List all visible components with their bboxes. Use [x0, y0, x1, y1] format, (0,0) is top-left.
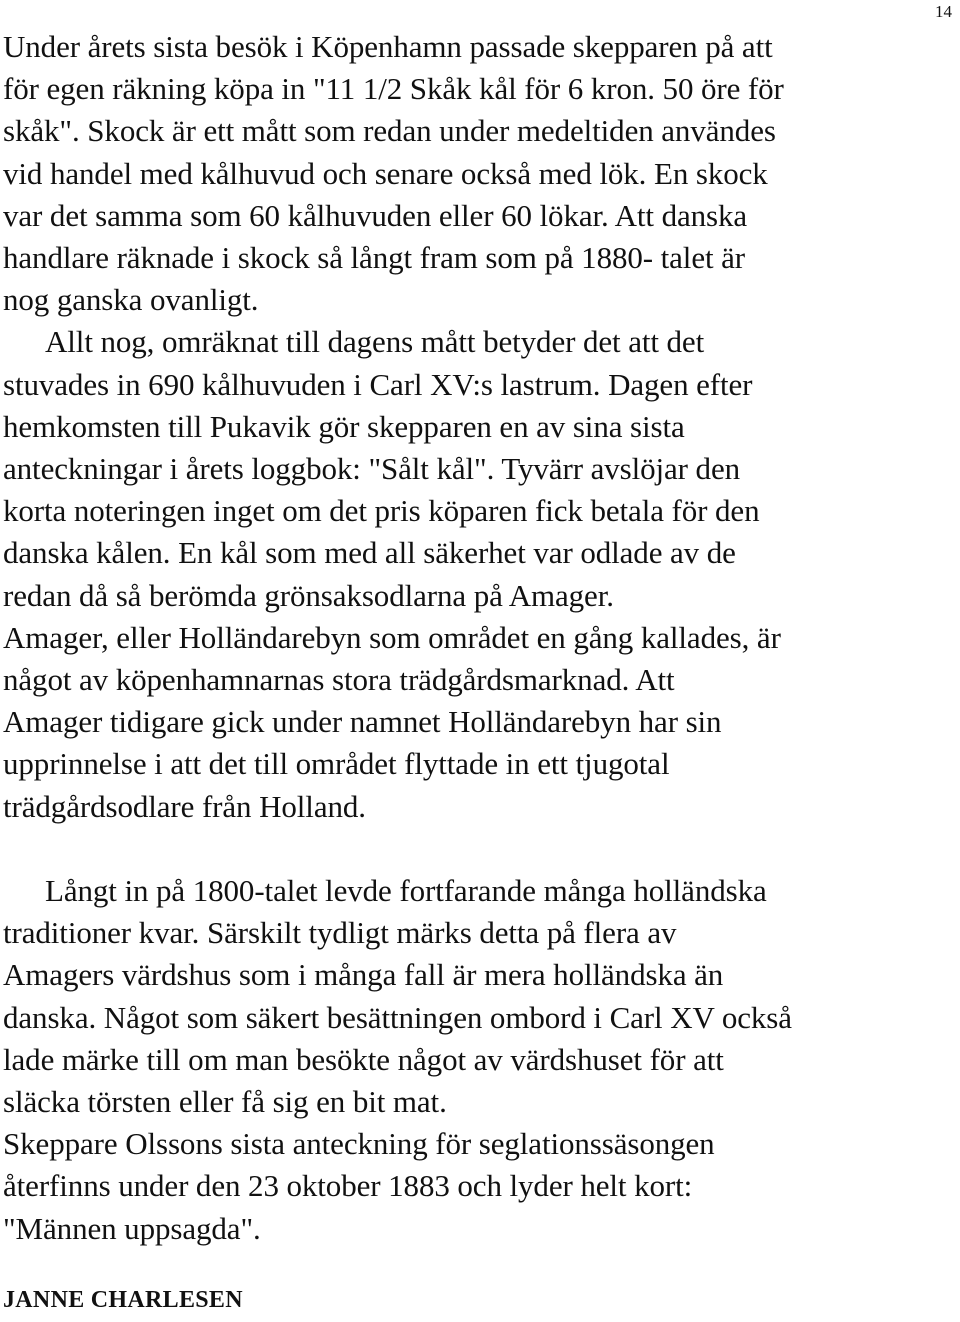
text-line: upprinnelse i att det till området flyttade in ett tjugotal [3, 746, 670, 782]
text-line: Amagers värdshus som i många fall är mera holländska än [3, 957, 724, 993]
text-line: skåk". Skock är ett mått som redan under medeltiden användes [3, 113, 776, 149]
text-line: nog ganska ovanligt. [3, 282, 259, 318]
paragraph-gap [3, 828, 955, 870]
text-line: anteckningar i årets loggbok: "Sålt kål". Tyvärr avslöjar den [3, 451, 741, 487]
text-line: danska kålen. En kål som med all säkerhet var odlade av de [3, 535, 736, 571]
text-line: Långt in på 1800-talet levde fortfarande många holländska [45, 873, 767, 909]
text-line: Skeppare Olssons sista anteckning för seglationssäsongen [3, 1126, 715, 1162]
text-line: handlare räknade i skock så långt fram som på 1880- talet är [3, 240, 746, 276]
text-line: Amager tidigare gick under namnet Holländarebyn har sin [3, 704, 722, 740]
text-line: Under årets sista besök i Köpenhamn passade skepparen på att [3, 29, 773, 64]
text-line: för egen räkning köpa in "11 1/2 Skåk kål för 6 kron. 50 öre för [3, 71, 784, 107]
page-number: 14 [935, 2, 952, 21]
body-text [3, 26, 955, 1250]
text-line: Amager, eller Holländarebyn som området en gång kallades, är [3, 619, 781, 655]
text-line: släcka törsten eller få sig en bit mat. [3, 1084, 447, 1120]
text-line: återfinns under den 23 oktober 1883 och lyder helt kort: [3, 1168, 693, 1204]
text-line: redan då så berömda grönsaksodlarna på Amager. [3, 577, 614, 613]
text-line: danska. Något som säkert besättningen ombord i Carl XV också [3, 999, 792, 1035]
text-line: stuvades in 690 kålhuvuden i Carl XV:s lastrum. Dagen efter [3, 366, 753, 402]
text-line: "Männen uppsagda". [3, 1210, 261, 1246]
text-line: trädgårdsodlare från Holland. [3, 788, 366, 824]
text-line: Allt nog, omräknat till dagens mått betyder det att det [45, 324, 705, 360]
text-line: korta noteringen inget om det pris köparen fick betala för den [3, 493, 760, 529]
text-line: traditioner kvar. Särskilt tydligt märks detta på flera av [3, 915, 677, 951]
text-line: något av köpenhamnarnas stora trädgårdsmarknad. Att [3, 662, 675, 698]
author-name: JANNE CHARLESEN [3, 1287, 243, 1313]
text-line: vid handel med kålhuvud och senare också med lök. En skock [3, 155, 768, 191]
text-line: hemkomsten till Pukavik gör skepparen en av sina sista [3, 408, 685, 444]
text-line: var det samma som 60 kålhuvuden eller 60 lökar. Att danska [3, 197, 748, 233]
text-line: lade märke till om man besökte något av värdshuset för att [3, 1041, 724, 1077]
